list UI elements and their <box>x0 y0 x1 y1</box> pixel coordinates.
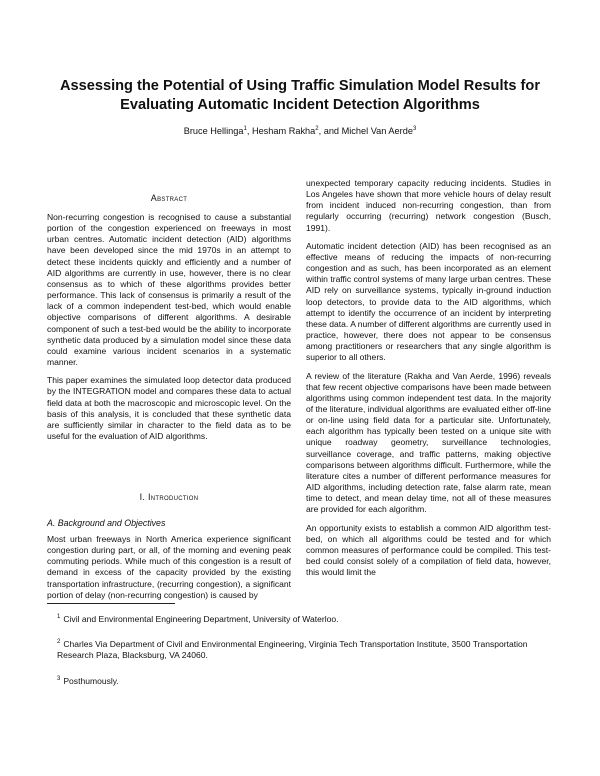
footnote-mark: 3 <box>57 675 61 682</box>
author-separator: , <box>246 126 252 136</box>
footnote-divider <box>47 603 175 604</box>
body-paragraph: Automatic incident detection (AID) has been recognised as an effective means of reducing the impacts of non-recurring congestion and as such, has been incorporated as an element within traffic control systems of many large urban centres. These AID rely on surveillance systems, typically in-ground induction loop detectors, to provide data to the AID algorithms, which attempt to identify the occurrence of an incident by interpreting these data. A number of different algorithms are currently used in practice, however, there does not appear to be consensus among practitioners or researchers that any single algorithm is superior to all others. <box>306 240 551 363</box>
author-footnote-mark: 2 <box>315 126 319 132</box>
abstract-paragraph: Non-recurring congestion is recognised to cause a substantial portion of the congestion experienced on freeways in most urban centres. Automatic incident detection (AID) algorithms have been developed since the mid 1970s in an attempt to detect these incidents quickly and efficiently and a number of AID algorithms are currently in use, however, there is no clear consensus as to which of these algorithms provides better performance. This lack of consensus is primarily a result of the lack of a common independent test-bed, which would enable objective comparisons of different algorithms. A desirable component of such a test-bed would be the ability to incorporate synthetic data produced by a simulation model since these data could examine various incident scenarios in a systematic manner. <box>47 212 291 368</box>
author-line <box>40 126 560 136</box>
footnote-mark: 2 <box>57 639 61 646</box>
introduction-heading-wrap <box>47 492 291 502</box>
footnote-mark: 1 <box>57 614 61 620</box>
author-footnote-mark: 1 <box>243 126 247 132</box>
author-footnote-mark: 3 <box>412 126 417 132</box>
body-paragraph: unexpected temporary capacity reducing incidents. Studies in Los Angeles have shown that more vehicle hours of delay result from incident induced non-recurring congestion, than from regularly occurring (recurring) network congestion (Busch, 1991). <box>306 178 551 233</box>
introduction-heading: I. Introduction <box>139 492 199 502</box>
author-name: Bruce Hellinga <box>183 126 244 136</box>
abstract-heading-wrap <box>47 193 291 203</box>
introduction-right-column <box>306 178 551 585</box>
author-name: Michel Van Aerde <box>341 126 413 136</box>
footnote <box>57 612 557 625</box>
author-separator: , and <box>318 126 342 136</box>
footnote-text: Civil and Environmental Engineering Department, University of Waterloo. <box>63 614 339 624</box>
introduction-left-body <box>47 518 291 608</box>
abstract-paragraph: This paper examines the simulated loop detector data produced by the INTEGRATION model and compares these data to actual field data at both the macroscopic and microscopic level. On the basis of this analysis, it is concluded that these synthetic data are sufficiently similar in character to the field data as to be useful for the evaluation of AID algorithms. <box>47 375 291 441</box>
footnote <box>57 637 557 661</box>
paper-title: Assessing the Potential of Using Traffic Simulation Model Results for Evaluating Automatic Incident Detection Algorithms <box>59 78 541 113</box>
abstract-body <box>47 212 291 449</box>
footnote <box>57 674 557 687</box>
background-subheading: A. Background and Objectives <box>47 518 166 528</box>
footnote-text: Charles Via Department of Civil and Environmental Engineering, Virginia Tech Transportation Institute, 3500 Transportation Research Plaza, Blacksburg, VA 24060. <box>57 639 528 661</box>
body-paragraph: An opportunity exists to establish a common AID algorithm test-bed, on which all algorithms could be tested and for which common measures of performance could be compiled. This test-bed could consist solely of a compilation of field data, however, this would limit the <box>306 522 551 578</box>
author-name: Hesham Rakha <box>251 126 316 136</box>
footnotes <box>57 612 557 699</box>
abstract-heading: Abstract <box>150 193 188 203</box>
body-paragraph: Most urban freeways in North America experience significant congestion during part, or all, of the morning and evening peak commuting periods. While much of this congestion is a result of demand in excess of the capacity provided by the existing transportation infrastructure, (recurring congestion), a significant portion of delay (non-recurring congestion) is caused by <box>47 534 291 600</box>
body-paragraph: A review of the literature (Rakha and Van Aerde, 1996) reveals that few recent objective comparisons have been made between algorithms using common independent test data. In the majority of the literature, individual algorithms are evaluated either off-line or on-line using field data for a particular site. Unfortunately, each algorithm has typically been tested on a unique site with unique roadway geometry, surveillance technologies, surveillance coverage, and traffic patterns, making objective comparisons between algorithms difficult. Furthermore, while the literature cites a number of different performance measures for AID algorithms, including detection rate, false alarm rate, mean time to detect, and mean delay time, not all of these measures are provided for each algorithm. <box>306 370 551 515</box>
footnote-text: Posthumously. <box>63 675 119 686</box>
